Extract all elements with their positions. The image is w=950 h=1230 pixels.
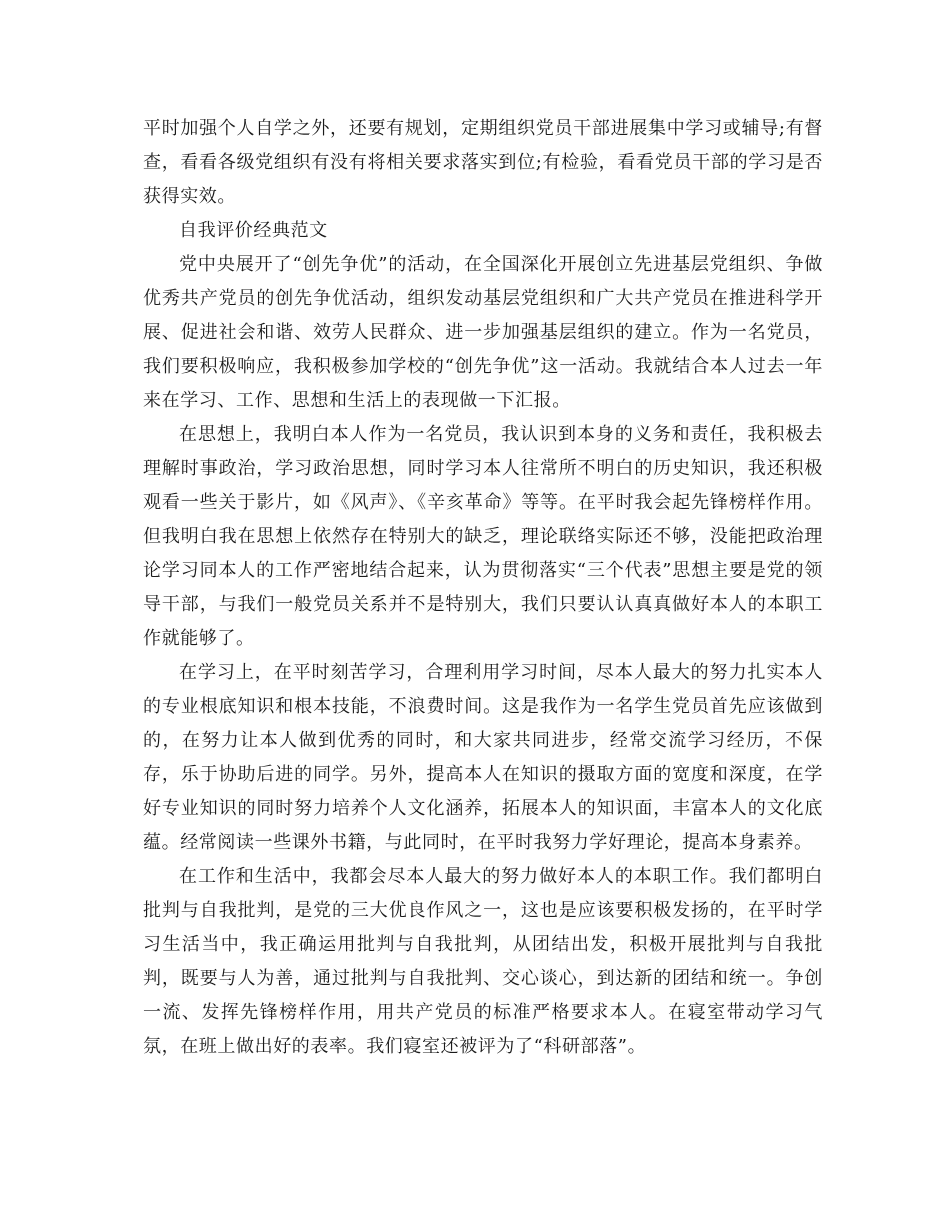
paragraph-4: 在思想上，我明白本人作为一名党员，我认识到本身的义务和责任，我积极去理解时事政治，学习政治思想，同时学习本人往常所不明白的历史知识，我还积极观看一些关于影片，如《风声》、《辛亥革命》等等。在平时我会起先锋榜样作用。但我明白我在思想上依然存在特别大的缺乏，理论联络实际还不够，没能把政治理论学习同本人的工作严密地结合起来，认为贯彻落实“三个代表”思想主要是党的领导干部，与我们一般党员关系并不是特别大，我们只要认认真真做好本人的本职工作就能够了。: [143, 424, 823, 649]
paragraph-1: 平时加强个人自学之外，还要有规划，定期组织党员干部进展集中学习或辅导;有督查，看看各级党组织有没有将相关要求落实到位;有检验，看看党员干部的学习是否获得实效。: [143, 118, 823, 207]
document-body: [143, 112, 823, 1064]
section-heading: 自我评价经典范文: [179, 220, 328, 241]
paragraph-5: 在学习上，在平时刻苦学习，合理利用学习时间，尽本人最大的努力扎实本人的专业根底知识和根本技能，不浪费时间。这是我作为一名学生党员首先应该做到的，在努力让本人做到优秀的同时，和大家共同进步，经常交流学习经历，不保存，乐于协助后进的同学。另外，提高本人在知识的摄取方面的宽度和深度，在学好专业知识的同时努力培养个人文化涵养，拓展本人的知识面，丰富本人的文化底蕴。经常阅读一些课外书籍，与此同时，在平时我努力学好理论，提高本身素养。: [143, 662, 823, 853]
paragraph-6: 在工作和生活中，我都会尽本人最大的努力做好本人的本职工作。我们都明白批判与自我批判，是党的三大优良作风之一，这也是应该要积极发扬的，在平时学习生活当中，我正确运用批判与自我批判，从团结出发，积极开展批判与自我批判，既要与人为善，通过批判与自我批判、交心谈心，到达新的团结和统一。争创一流、发挥先锋榜样作用，用共产党员的标准严格要求本人。在寝室带动学习气氛，在班上做出好的表率。我们寝室还被评为了“科研部落”。: [143, 866, 823, 1057]
paragraph-3: 党中央展开了“创先争优”的活动，在全国深化开展创立先进基层党组织、争做优秀共产党员的创先争优活动，组织发动基层党组织和广大共产党员在推进科学开展、促进社会和谐、效劳人民群众、进一步加强基层组织的建立。作为一名党员，我们要积极响应，我积极参加学校的“创先争优”这一活动。我就结合本人过去一年来在学习、工作、思想和生活上的表现做一下汇报。: [143, 254, 823, 411]
